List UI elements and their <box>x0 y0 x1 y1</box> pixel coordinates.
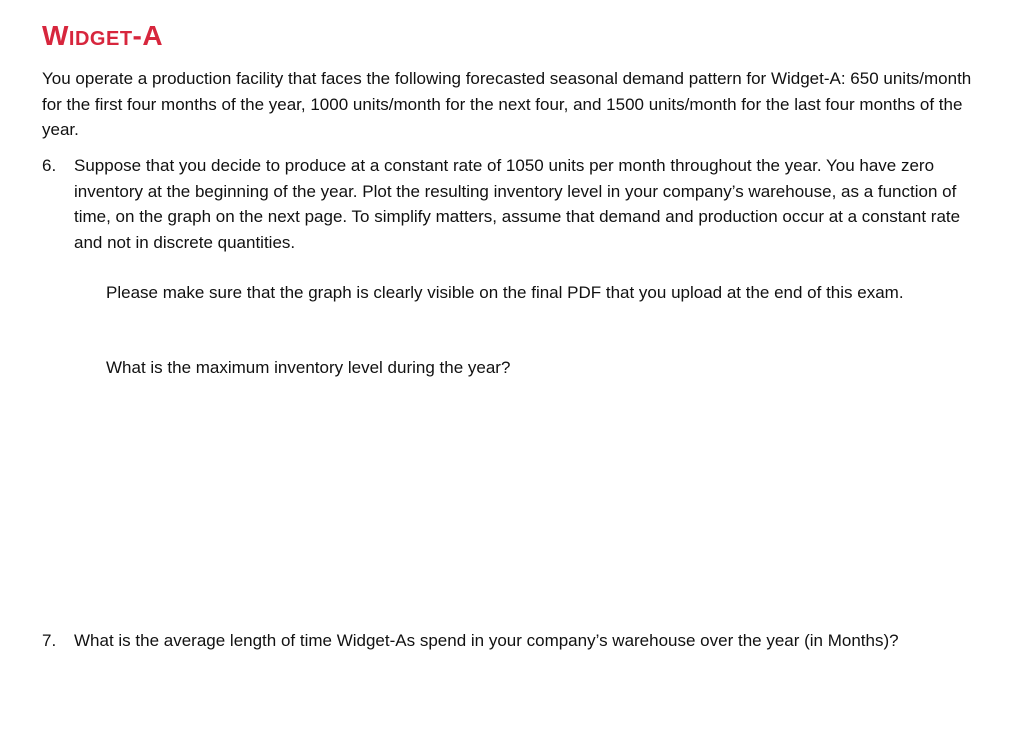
intro-paragraph: You operate a production facility that faces the following forecasted seasonal demand pattern for Widget-A: 650 units/month for the first four months of the year, 1000 units/month for the next four, and 1500 units/month for the last four months of the year. <box>42 69 972 139</box>
question-7 <box>42 628 982 654</box>
question-text: What is the average length of time Widget-As spend in your company’s warehouse over the year (in Months)? <box>74 631 899 650</box>
question-6-note-max-inventory: What is the maximum inventory level during the year? <box>106 358 511 377</box>
question-6 <box>42 153 982 255</box>
question-text: Suppose that you decide to produce at a constant rate of 1050 units per month throughout the year. You have zero inventory at the beginning of the year. Plot the resulting inventory level in your company’s warehouse, as a function of time, on the graph on the next page. To simplify matters, assume that demand and production occur at a constant rate and not in discrete quantities. <box>74 156 961 252</box>
question-number: 6. <box>42 156 57 175</box>
question-number: 7. <box>42 631 57 650</box>
document-title: Widget-A <box>42 20 164 51</box>
question-6-note-graph: Please make sure that the graph is clearly visible on the final PDF that you upload at the end of this exam. <box>106 283 904 302</box>
